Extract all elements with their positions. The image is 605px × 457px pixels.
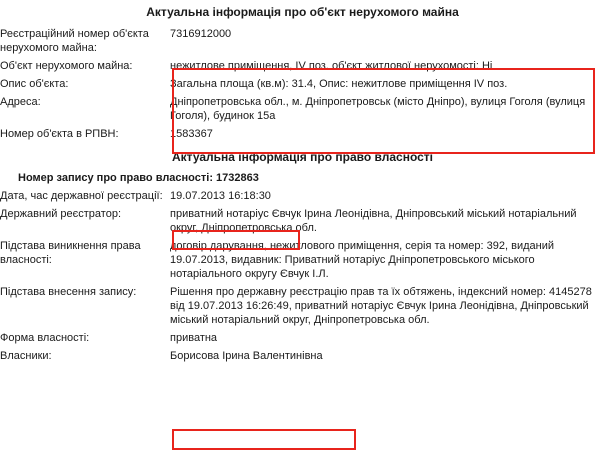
- table-row: [0, 283, 605, 329]
- table-row: [0, 187, 605, 205]
- row-value: приватна: [170, 332, 218, 345]
- row-label: Номер об'єкта в РПВН:: [0, 128, 119, 141]
- row-label: Дата, час державної реєстрації:: [0, 189, 163, 202]
- row-value: приватний нотаріус Євчук Ірина Леонідівна, Дніпровський міський нотаріальний округ, Дніпропетровська обл.: [170, 207, 577, 234]
- row-label: Форма власності:: [0, 332, 90, 345]
- row-value: Загальна площа (кв.м): 31.4, Опис: нежитлове приміщення IV поз.: [170, 78, 508, 91]
- row-value: 19.07.2013 16:18:30: [170, 189, 271, 202]
- section-title-property-info: Актуальна інформація про об'єкт нерухомого майна: [146, 5, 459, 19]
- section-title-ownership-info: Актуальна інформація про право власності: [171, 149, 434, 164]
- table-row: [0, 347, 605, 365]
- table-row: [0, 93, 605, 125]
- row-value: Дніпропетровська обл., м. Дніпропетровськ (місто Дніпро), вулиця Гоголя (вулиця Гоголя), будинок 15а: [170, 96, 586, 123]
- row-value: договір дарування, нежитлового приміщення, серія та номер: 392, виданий 19.07.2013, видавник: Приватний нотаріус Дніпропетровського міського нотаріального округу Євчук І.Л.: [170, 239, 555, 280]
- row-value: Борисова Ірина Валентинівна: [170, 350, 323, 363]
- row-value: 7316912000: [170, 28, 232, 40]
- row-label: Опис об'єкта:: [0, 78, 69, 91]
- row-label: Підстава внесення запису:: [0, 286, 137, 299]
- table-row: [0, 237, 605, 283]
- table-row: [0, 75, 605, 93]
- row-label: Підстава виникнення права власності:: [0, 239, 141, 266]
- table-row: [0, 205, 605, 237]
- ownership-record-number: Номер запису про право власності: 1732863: [18, 171, 259, 184]
- row-label: Державний реєстратор:: [0, 207, 122, 220]
- property-info-table: [0, 25, 605, 144]
- ownership-info-table: [0, 187, 605, 366]
- row-label: Власники:: [0, 350, 52, 363]
- table-row: [0, 25, 605, 57]
- table-row: [0, 125, 605, 143]
- table-row: [0, 329, 605, 347]
- row-value: нежитлове приміщення, IV поз. об'єкт житлової нерухомості: Ні: [170, 60, 493, 73]
- table-row: [0, 57, 605, 75]
- row-label: Реєстраційний номер об'єкта нерухомого майна:: [0, 28, 149, 55]
- row-value: Рішення про державну реєстрацію прав та їх обтяжень, індексний номер: 4145278 від 19.07.2013 16:26:49, приватний нотаріус Євчук Ірина Леонідівна, Дніпровський міський нотаріальний округ, Дніпропетровська обл.: [170, 286, 592, 327]
- row-value: 1583367: [170, 128, 213, 141]
- row-label: Об'єкт нерухомого майна:: [0, 60, 133, 73]
- highlight-box-owner-name: [172, 429, 356, 450]
- row-label: Адреса:: [0, 96, 41, 109]
